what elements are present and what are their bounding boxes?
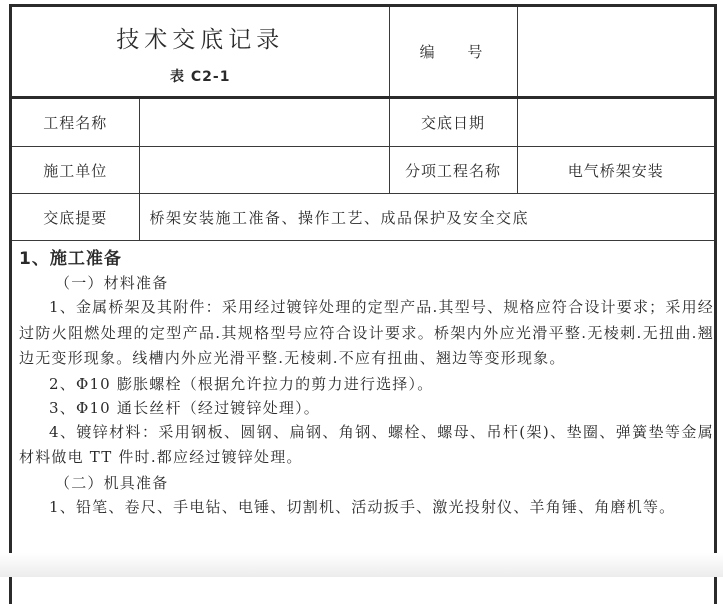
title-row <box>12 7 714 98</box>
contractor-value[interactable] <box>139 147 389 194</box>
number-value-cell[interactable] <box>517 7 714 98</box>
summary-value[interactable]: 桥架安装施工准备、操作工艺、成品保护及安全交底 <box>139 194 714 241</box>
form-code: 表 C2-1 <box>170 69 231 85</box>
material-item-3: 3、Φ10 通长丝杆（经过镀锌处理）。 <box>49 398 320 417</box>
disclosure-content <box>12 247 714 519</box>
number-label-cell <box>389 7 517 98</box>
project-name-value[interactable] <box>139 98 389 147</box>
material-item-1: 1、金属桥架及其附件：采用经过镀锌处理的定型产品.其型号、规格应符合设计要求；采用经过防火阻燃处理的定型产品.其规格型号应符合设计要求。桥架内外应光滑平整.无棱刺.无扭曲.翘边无变形现象。线槽内外应光滑平整.无棱刺.不应有扭曲、翘边等变形现象。 <box>19 298 714 367</box>
material-item-4: 4、镀锌材料：采用钢板、圆钢、扁钢、角钢、螺栓、螺母、吊杆(架)、垫圈、弹簧垫等金属材料做电 TT 件时.都应经过镀锌处理。 <box>19 422 714 466</box>
date-value[interactable] <box>517 98 714 147</box>
contractor-label: 施工单位 <box>12 147 139 194</box>
contractor-row <box>12 147 714 194</box>
material-item-2: 2、Φ10 膨胀螺栓（根据允许拉力的剪力进行选择）。 <box>49 374 434 393</box>
project-name-label: 工程名称 <box>12 98 139 147</box>
page-bottom-fade <box>0 553 723 577</box>
date-label: 交底日期 <box>389 98 517 147</box>
project-row <box>12 98 714 147</box>
form-header-table <box>12 7 714 241</box>
number-label: 编 号 <box>419 43 497 61</box>
summary-row <box>12 194 714 241</box>
subsection-title-tools: （二）机具准备 <box>55 473 169 492</box>
summary-label: 交底提要 <box>12 194 139 241</box>
section-title-preparation: 1、施工准备 <box>19 249 122 269</box>
title-cell <box>12 7 389 98</box>
technical-disclosure-form <box>9 4 717 604</box>
form-title: 技术交底记录 <box>116 27 285 53</box>
subproject-value[interactable]: 电气桥架安装 <box>517 147 714 194</box>
tool-item-1: 1、铅笔、卷尺、手电钻、电锤、切割机、活动扳手、激光投射仪、羊角锤、角磨机等。 <box>49 497 676 516</box>
subproject-label: 分项工程名称 <box>389 147 517 194</box>
subsection-title-materials: （一）材料准备 <box>55 274 169 292</box>
